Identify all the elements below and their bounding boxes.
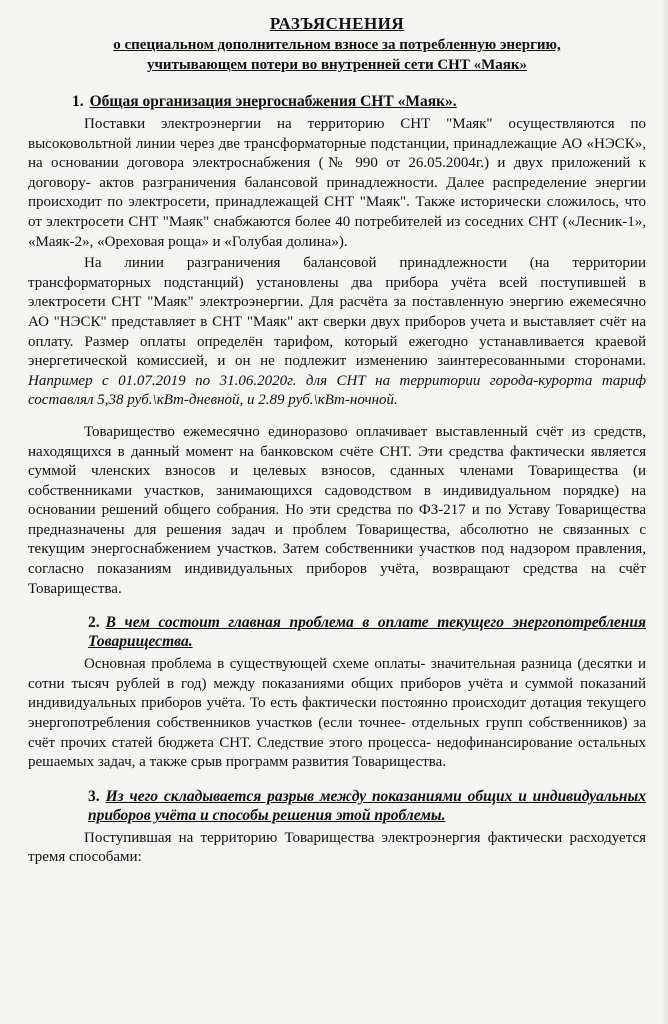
page-edge-shadow <box>662 0 668 1024</box>
document-subtitle-line1: о специальном дополнительном взносе за потребленную энергию, <box>113 37 561 53</box>
document-title: РАЗЪЯСНЕНИЯ <box>269 14 405 33</box>
section3-number: 3. <box>88 787 100 805</box>
section1-paragraph3: Товарищество ежемесячно единоразово оплачивает выставленный счёт из средств, находящихся в данный момент на банковском счёте СНТ. Эти средства фактически является суммой членских взносов и целевых взносов, сданных членами Товарищества (и собственниками участков, занимающихся садоводством в индивидуальном порядке) на основании решений общего собрания. Но эти средства по ФЗ-217 и по Уставу Товарищества предназначены для решения задач и проблем Товарищества, абсолютно не связанных с текущим энергоснабжением участков. Затем собственники участков под надзором правления, согласно показаниям индивидуальных приборов учёта, возвращают средства на счёт Товарищества. <box>28 423 646 597</box>
section3-paragraph1: Поступившая на территорию Товарищества электроэнергия фактически расходуется тремя способами: <box>28 829 646 866</box>
section1-paragraph2 <box>28 254 646 411</box>
tariff-example: Например с 01.07.2019 по 31.06.2020г. для СНТ на территории города-курорта тариф составлял 5,38 руб.\кВт-дневной, и 2.89 руб.\кВт-ночной. <box>28 372 646 409</box>
section1-paragraph2-text: На линии разграничения балансовой принадлежности (на территории трансформаторных подстанций) установлены два прибора учёта всей поступившей в электросети СНТ "Маяк" электроэнергии. Для расчёта за поставленную энергию ежемесячно АО "НЭСК" представляет в СНТ "Маяк" акт сверки двух приборов учета и выставляет счёт на оплату. Размер оплаты определён тарифом, который ежегодно устанавливается краевой энергетической комиссией, и он не подлежит изменению заинтересованными сторонами. <box>28 255 646 370</box>
section1-paragraph1: Поставки электроэнергии на территорию СНТ "Маяк" осуществляются по высоковольтной линии через две трансформаторные подстанции, принадлежащие АО «НЭСК», на основании договора электроснабжения (№ 990 от 26.05.2004г.) и двух приложений к договору- актов разграничения балансовой принадлежности. Далее распределение энергии происходит по электросети, принадлежащей СНТ "Маяк". Также исторически сложилось, что от электросети СНТ "Маяк" снабжаются более 40 потребителей из соседних СНТ («Лесник-1», «Маяк-2», «Ореховая роща» и «Голубая долина»). <box>28 116 646 250</box>
section1-number: 1. <box>72 93 84 110</box>
section1-heading <box>28 92 646 111</box>
section3-heading <box>28 787 646 825</box>
section2-heading <box>28 613 646 651</box>
document-subtitle-line2: учитывающем потери во внутренней сети СНТ «Маяк» <box>146 57 528 73</box>
section2-number: 2. <box>88 614 100 632</box>
section2-title: В чем состоит главная проблема в оплате текущего энергопотребления Товарищества. <box>88 614 646 651</box>
section1-title: Общая организация энергоснабжения СНТ «Маяк». <box>89 93 457 110</box>
section2-paragraph1: Основная проблема в существующей схеме оплаты- значительная разница (десятки и сотни тысяч рублей в год) между показаниями общих приборов учёта и суммой показаний индивидуальных приборов учёта. То есть фактически постоянно происходит дотация текущего энергопотребления собственников участков (если точнее- отдельных групп собственников) за счёт прочих статей бюджета СНТ. Следствие этого процесса- недофинансирование остальных решаемых задач, а также срыв программ развития Товарищества. <box>28 656 646 771</box>
section3-title: Из чего складывается разрыв между показаниями общих и индивидуальных приборов учёта и способы решения этой проблемы. <box>88 787 646 824</box>
